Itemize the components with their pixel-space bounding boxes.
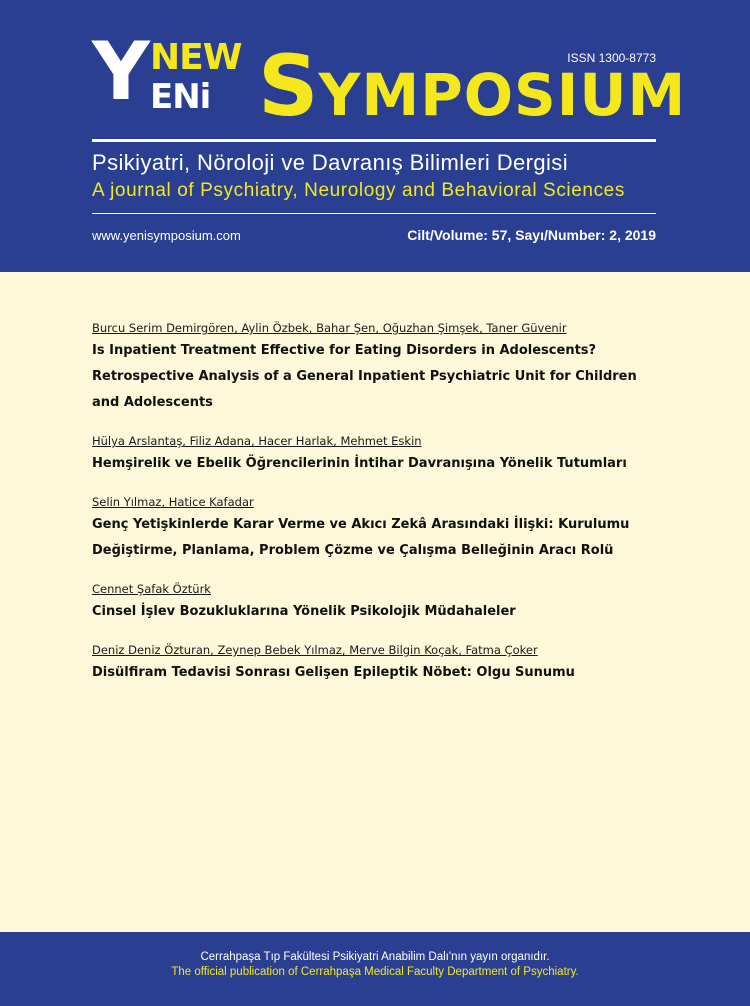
article-title: Disülfiram Tedavisi Sonrası Gelişen Epileptik Nöbet: Olgu Sunumu — [92, 665, 575, 680]
footer-line-english: The official publication of Cerrahpaşa Medical Faculty Department of Psychiatry. — [171, 966, 579, 978]
article-item[interactable] — [92, 494, 662, 564]
article-item[interactable] — [92, 642, 662, 686]
footer-line-turkish: Cerrahpaşa Tıp Fakültesi Psikiyatri Anabilim Dalı'nın yayın organıdır. — [200, 951, 550, 963]
article-title: Genç Yetişkinlerde Karar Verme ve Akıcı Zekâ Arasındaki İlişki: Kurulumu Değiştirme, Planlama, Problem Çözme ve Çalışma Belleğinin Aracı Rolü — [92, 517, 630, 558]
article-title: Is Inpatient Treatment Effective for Eating Disorders in Adolescents? Retrospective Analysis of a General Inpatient Psychiatric Unit for Children and Adolescents — [92, 343, 637, 410]
cover-header — [0, 0, 750, 272]
article-authors: Selin Yılmaz, Hatice Kafadar — [92, 495, 254, 509]
article-authors: Hülya Arslantaş, Filiz Adana, Hacer Harlak, Mehmet Eskin — [92, 434, 422, 448]
article-item[interactable] — [92, 433, 662, 477]
subtitle-english: A journal of Psychiatry, Neurology and Behavioral Sciences — [92, 180, 625, 201]
website-link[interactable]: www.yenisymposium.com — [92, 228, 241, 243]
logo-new: NEW — [150, 37, 242, 78]
header-divider-bottom — [92, 213, 656, 214]
logo-letter-y: Y — [92, 25, 148, 118]
article-item[interactable] — [92, 320, 662, 416]
article-title: Hemşirelik ve Ebelik Öğrencilerinin İntihar Davranışına Yönelik Tutumları — [92, 456, 627, 471]
cover-footer — [0, 932, 750, 1006]
article-list — [92, 320, 662, 703]
logo-symposium-initial: S — [258, 37, 319, 135]
issn: ISSN 1300-8773 — [567, 51, 656, 65]
logo-symposium-rest: YMPOSIUM — [318, 61, 687, 129]
volume-info: Cilt/Volume: 57, Sayı/Number: 2, 2019 — [407, 227, 656, 243]
logo-eni: ENi — [150, 77, 211, 117]
article-authors: Burcu Serim Demirgören, Aylin Özbek, Bahar Şen, Oğuzhan Şimşek, Taner Güvenir — [92, 321, 567, 335]
subtitle-turkish: Psikiyatri, Nöroloji ve Davranış Bilimleri Dergisi — [92, 150, 568, 175]
article-authors: Cennet Şafak Öztürk — [92, 582, 211, 596]
article-title: Cinsel İşlev Bozukluklarına Yönelik Psikolojik Müdahaleler — [92, 604, 516, 619]
header-divider-top — [92, 139, 656, 142]
article-item[interactable] — [92, 581, 662, 625]
article-authors: Deniz Deniz Özturan, Zeynep Bebek Yılmaz, Merve Bilgin Koçak, Fatma Çoker — [92, 643, 538, 657]
